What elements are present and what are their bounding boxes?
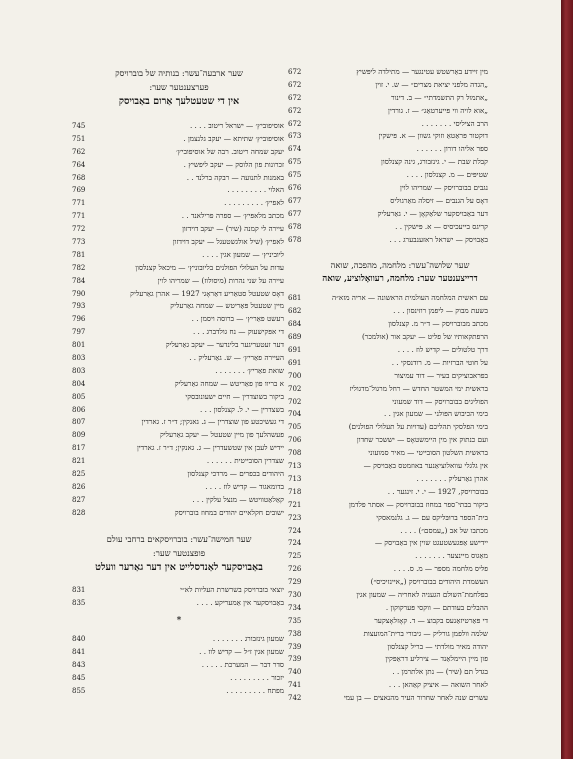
toc-list [290, 66, 510, 246]
section-subtitle: פופצנטער שער: [152, 547, 206, 558]
toc-page-number: 691 [288, 358, 302, 367]
toc-entry-title: באַבויסק — ישראל ראזענבערג . . . [389, 234, 488, 244]
toc-entry-title: מין זיידע באַרשטש עטינגער — מתילדה ליפּשיץ [356, 67, 488, 76]
toc-page-number: 704 [288, 410, 302, 419]
toc-entry [74, 659, 284, 672]
section-subtitle: דרייצענטער שער: מלחמה, רעוואָלוציע, שואה [322, 274, 478, 285]
toc-entry-title: העיירה פאַריץ׳ — ש. גאַרעליק . . [189, 353, 284, 363]
toc-page-number: 762 [72, 147, 86, 156]
toc-page-number: 817 [72, 444, 86, 453]
toc-page-number: 672 [288, 93, 302, 102]
toc-entry [74, 288, 284, 301]
toc-entry [290, 525, 510, 538]
toc-page-number: 734 [288, 603, 302, 612]
toc-entry-title: באַבויסקער אין אַמעריקע . . . . [196, 597, 284, 607]
toc-entry [290, 628, 510, 641]
toc-entry [290, 182, 510, 195]
toc-entry-title: „אוא לויה ווי פּייערטאַג״ — ז. גורדין [388, 105, 488, 115]
toc-page-number: 843 [72, 661, 86, 670]
toc-entry-title: בדומאגוד — קדיש לוז . . . . [205, 481, 284, 491]
toc-entry [290, 357, 510, 370]
toc-entry-title: בימי הכיבוש הפּולני — שמעון אגין . . [384, 409, 488, 419]
toc-page-number: 771 [72, 212, 86, 221]
toc-page-number: 721 [288, 500, 302, 509]
toc-entry [74, 223, 284, 236]
toc-page-number: 790 [72, 289, 86, 298]
toc-page-number: 740 [288, 668, 302, 677]
toc-page-number: 845 [72, 674, 86, 683]
toc-entry [290, 653, 510, 666]
toc-page-number: 821 [72, 457, 86, 466]
toc-entry [74, 481, 284, 494]
toc-entry [290, 447, 510, 460]
toc-page-number: 772 [72, 225, 86, 234]
toc-page-number: 713 [288, 474, 302, 483]
toc-entry [290, 563, 510, 576]
toc-entry [74, 597, 284, 610]
toc-entry-title: היהודים בכפרים — מרדכי קצנלסון [187, 469, 284, 479]
toc-entry-title: סדר דבר — המערכת . . . . . [201, 660, 284, 670]
toc-entry-title: ועם כנתוק אין מין היימשטאָס — יששכר שחדון [356, 435, 488, 445]
toc-entry [74, 146, 284, 159]
toc-page-number: 742 [288, 694, 302, 703]
toc-entry-title: ספר אליהו דורון . . . . . . [416, 144, 488, 154]
toc-entry-title: לאפיץ׳ . . . . . . . . . [224, 198, 284, 208]
toc-entry [290, 143, 510, 156]
toc-page-number: 825 [72, 470, 86, 479]
toc-entry-title: בשעת מבוק — ליפמן רוזינסון . . . [393, 306, 488, 316]
toc-page-number: 764 [72, 160, 86, 169]
toc-entry-title: בגדל תם (שיר) — נתן אלתרמן . . [392, 667, 488, 677]
toc-list [74, 584, 284, 610]
toc-page-number: 672 [288, 68, 302, 76]
toc-entry-title: מכתבו של אב („עמסם״) . . . . [400, 525, 488, 535]
toc-entry-title: שמעון אגין ז״ל — קדיש לוז . . [199, 647, 284, 657]
toc-entry [290, 370, 510, 383]
toc-entry [290, 615, 510, 628]
toc-entry [74, 416, 284, 429]
toc-entry-title: קבלת שבת — י. גינזבורג, גינה קצנלסון [381, 157, 488, 167]
book-binding [561, 0, 573, 759]
toc-entry-title: שצדרין הסובייטית . . . . . . [206, 456, 284, 466]
toc-entry [74, 159, 284, 172]
toc-page-number: 677 [288, 196, 302, 205]
toc-entry [290, 512, 510, 525]
toc-entry-title: מאַגוס מיינצער . . . . . . . [415, 551, 488, 561]
toc-entry [74, 685, 284, 698]
toc-entry-title: אוסיפוביץ׳ שתיתא — יעקב גלנצמן . [183, 133, 284, 143]
toc-entry [74, 442, 284, 455]
toc-entry [74, 429, 284, 442]
toc-entry [74, 391, 284, 404]
toc-entry [290, 92, 510, 105]
toc-entry [290, 344, 510, 357]
toc-page-number: 713 [288, 462, 302, 471]
toc-page-number: 723 [288, 513, 302, 522]
toc-entry [290, 408, 510, 421]
toc-page-number: 828 [72, 508, 86, 517]
toc-page-number: 826 [72, 482, 86, 491]
toc-page-number: 739 [288, 655, 302, 664]
section-heading: אין די שטעטלעך אַרום באַבויסק [118, 96, 240, 107]
toc-entry [290, 331, 510, 344]
toc-entry-title: פון מיין היימלאַנד — צירליע דראַפּקין [385, 654, 488, 664]
toc-page-number: 674 [288, 145, 302, 154]
toc-page-number: 809 [72, 431, 86, 440]
toc-page-number: 769 [72, 186, 86, 195]
toc-page-number: 705 [288, 423, 302, 432]
toc-page-number: 729 [288, 578, 302, 587]
toc-page-number: 751 [72, 134, 86, 143]
toc-entry [290, 460, 510, 473]
toc-entry-title: א בריוו פון פאַריטש — שמחה גאַרעליק [174, 378, 284, 388]
section-title: שער חמישה־עשר: בוברויסקאים ברחבי עולם [106, 533, 252, 544]
toc-entry [290, 118, 510, 131]
toc-entry-title: ההבלים בעודתם — ווקסי פּערקוקון . [385, 602, 488, 612]
toc-entry [74, 120, 284, 133]
toc-entry-title: פליס מלחמה מספר — מ. ס. . . . [393, 564, 488, 574]
toc-entry-title: רעשט פאַריץ׳ — ברוסה ויסמן . . [191, 314, 284, 324]
toc-entry-title: יהודה מאיר מולדתי — בריל קצנלסון [387, 641, 488, 651]
toc-entry-title: „אתמול רק התשמדתי״ — ב. דינור [391, 92, 488, 102]
toc-page-number: 691 [288, 346, 302, 355]
toc-entry-title: „הגדה מלפני יציאת מצרים״ — ש. י. זוין [375, 79, 488, 89]
toc-page-number: 827 [72, 495, 86, 504]
toc-page-number: 768 [72, 173, 86, 182]
toc-page-number: 784 [72, 276, 86, 285]
toc-entry [290, 589, 510, 602]
toc-entry [290, 576, 510, 589]
toc-entry-title: די געשיכטע פון שוצדרין — ג. גאנקין; ד״ר ז. גארדין [141, 417, 284, 427]
toc-entry-title: בראשית ימי המשטר החדש — רחל מרגול־מדגוליז [349, 383, 488, 393]
toc-entry-title: בפראבוציקים בעיר — דוד עמיצור [394, 370, 488, 380]
toc-entry-title: יעקב שמחה ריטוב. רבה של אוסיפוביץ׳ [176, 146, 284, 156]
toc-entry-title: ישובים חקלאיים יהודים במחוז בוברויסק [174, 507, 284, 517]
toc-entry-title: עיירה לי קמנה (שיר) — יעקב דוידזון [182, 224, 284, 234]
toc-entry [290, 169, 510, 182]
toc-entry [290, 156, 510, 169]
toc-page-number: 689 [288, 333, 302, 342]
toc-entry [74, 249, 284, 262]
toc-page-number: 745 [72, 122, 86, 130]
toc-entry-title: ביקור בשוצדרין — חיים ישעונובסקי [185, 391, 284, 401]
toc-entry [290, 221, 510, 234]
toc-page-number: 807 [72, 418, 86, 427]
toc-entry-title: קאַלאַטוויטש — מנצל עלקין . . . [192, 494, 284, 504]
toc-page-number: 684 [288, 320, 302, 329]
toc-entry-title: זכרונות פון הלוסק — יעקב ליפשיץ . [183, 159, 284, 169]
toc-entry [290, 602, 510, 615]
toc-entry [74, 197, 284, 210]
toc-entry [74, 468, 284, 481]
toc-page-number: 801 [72, 341, 86, 350]
toc-page-number: 706 [288, 436, 302, 445]
toc-entry [74, 633, 284, 646]
toc-entry-title: לאחר השואה — איציק קאַהאן . . . [388, 680, 488, 690]
toc-page-number: 840 [72, 635, 86, 644]
toc-entry [74, 584, 284, 597]
toc-entry-title: שטיפּים — מ. קצנלסון . . . . [406, 170, 488, 180]
toc-right-column [290, 66, 510, 705]
toc-page-number: 682 [288, 307, 302, 316]
toc-page-number: 708 [288, 449, 302, 458]
toc-page-number: 724 [288, 539, 302, 548]
toc-entry-title: בימי הפלסקי תהליכם (עדויות על תעלולי הפולנים) [348, 422, 488, 432]
toc-page-number: 805 [72, 392, 86, 401]
toc-entry-title: מיין שטעטל פּאַריטש — שמחה גאַרעליק [170, 301, 284, 311]
toc-entry [290, 208, 510, 221]
toc-entry [290, 434, 510, 447]
toc-entry [290, 679, 510, 692]
toc-entry-title: יזכור . . . . . . . . . [230, 673, 284, 683]
toc-entry-title: מכתב מלאפּיץ׳ — ספרה פרילאנד . . [181, 211, 284, 221]
toc-list [74, 120, 284, 520]
toc-page-number: 782 [72, 263, 86, 272]
toc-page-number: 738 [288, 629, 302, 638]
toc-entry-title: דאָס שטעטל סטאַריע דאַראָגי 1927 — אהרן גאַרעליק [130, 288, 284, 298]
toc-page-number: 678 [288, 222, 302, 231]
toc-page-number: 773 [72, 238, 86, 247]
toc-entry-title: העשמדת היהודים בבוברויסק („איינזיכיס״) [370, 577, 488, 587]
toc-entry [74, 172, 284, 185]
toc-entry-title: שלמה וולפמן גורליק — גיבורי ברית־המועצות [363, 628, 488, 638]
toc-entry-title: אוסיפוביץ׳ — ישראל ריטוב . . . . [189, 121, 284, 130]
toc-entry [290, 641, 510, 654]
toc-entry [74, 352, 284, 365]
toc-entry [290, 79, 510, 92]
toc-entry-title: עדות על העלולי הפולנים בליובוניץ׳ — מיכאל קצנלסון [135, 262, 284, 272]
toc-entry [290, 383, 510, 396]
toc-entry-title: הפוליגים בבוברויסק — דוד שמעוני [392, 396, 488, 406]
toc-entry [290, 105, 510, 118]
toc-entry-title: עם ראשית המלחמה העולמית הראשונה — אריה מזא״ה [332, 293, 488, 303]
toc-page-number: 700 [288, 371, 302, 380]
toc-entry-title: בבוברויסק, 1927 — י. י. זינגער . . [387, 486, 488, 496]
toc-entry-title: די פּאַרטיזאַנעס בקבוצ — ד. קאָזלאָצקער [374, 615, 488, 625]
toc-page-number: 675 [288, 171, 302, 180]
toc-entry-title: שואת פאַריץ׳ . . . . . . . [215, 365, 284, 375]
toc-page-number: 804 [72, 379, 86, 388]
toc-entry [74, 300, 284, 313]
toc-page-number: 681 [288, 294, 302, 303]
toc-entry [290, 396, 510, 409]
toc-entry-title: האלוי . . . . . . . . . [227, 185, 284, 195]
toc-entry [74, 365, 284, 378]
toc-entry-title: בית־הספר ברוּבּליקס עם — ג. גלנמאסקי [376, 512, 488, 522]
toc-entry [290, 305, 510, 318]
toc-entry [290, 292, 510, 305]
toc-page-number: 835 [72, 598, 86, 607]
toc-page-number: 806 [72, 405, 86, 414]
toc-entry-title: יידיש לעבן אין שטשעדרין — ג. גאנקין; ד״ר ז. גארדין [136, 443, 284, 453]
section-title: שער שלושה־עשר: מלחמה, מהפכה, שואה [330, 260, 470, 271]
toc-entry-title: מפתח . . . . . . . . . [226, 685, 284, 695]
toc-entry [74, 326, 284, 339]
toc-page-number: 676 [288, 184, 302, 193]
toc-page-number: 841 [72, 648, 86, 657]
toc-entry-title: ביקור בבתי־ספר במחוז בבוברויסק — אסתר פלדמן [348, 499, 488, 509]
toc-entry-title: דער זעטעריגער בלינדער — יעקב גאַרעליק [165, 340, 284, 350]
toc-page-number: 741 [288, 681, 302, 690]
toc-entry [74, 210, 284, 223]
toc-page-number: 725 [288, 552, 302, 561]
toc-page-number: 831 [72, 585, 86, 594]
toc-page-number: 718 [288, 487, 302, 496]
toc-entry-title: פעשהלעך פון מיין שטעטל — יעקב גאַרעליק [159, 430, 284, 440]
toc-entry [290, 537, 510, 550]
toc-page-number: 677 [288, 209, 302, 218]
toc-entry-title: אהרן גאַרעליק . . . . . . . [416, 473, 488, 483]
toc-entry-title: שמעון גינזבורג . . . . . . . [212, 634, 284, 644]
toc-page-number: 678 [288, 235, 302, 244]
toc-entry [74, 339, 284, 352]
toc-entry-title: דוקטור פּראַטאַ וזוקי גשוון — א. פּישקין [378, 131, 488, 141]
toc-entry [74, 646, 284, 659]
toc-entry [74, 455, 284, 468]
toc-entry [290, 318, 510, 331]
toc-page-number: 726 [288, 565, 302, 574]
toc-entry-title: לאפיץ׳ (שיל אולגשטעגל — יעקב דוידזון [172, 237, 284, 247]
toc-entry [74, 275, 284, 288]
separator-star: * [176, 616, 182, 627]
toc-page-number: 672 [288, 119, 302, 128]
toc-list [74, 633, 284, 697]
toc-page-number: 672 [288, 80, 302, 89]
toc-entry-title: יוצאי בוברויסק בשרשרת העליות לא״י [180, 584, 284, 594]
toc-entry-title: מכתב מבוברויסק — ד״ר מ. קצנלסון [388, 319, 488, 329]
section-subtitle: פערצענטער שער: [149, 82, 209, 92]
toc-page-number: 771 [72, 199, 86, 208]
toc-entry-title: יידישע אַפּגעשטעגט שוין אין באַבויסק — [374, 538, 488, 548]
toc-entry-title: דאָס על הגנבים — זיסלה מאַרגוליס [390, 195, 488, 205]
toc-entry [290, 499, 510, 512]
toc-page-number: 781 [72, 250, 86, 259]
toc-entry [290, 486, 510, 499]
toc-entry [290, 473, 510, 486]
toc-entry-title: קריגס בייעכיסיס — א. פּישקין . . [395, 221, 488, 231]
toc-entry-title: אין גלגלי עוואלוציאַנער באוזמטס באַבויסק — [363, 461, 488, 471]
toc-page-number: 673 [288, 132, 302, 141]
toc-entry-title: עיירה על שני נהרות (מיסולוז) — שמריהו לוין [157, 275, 284, 285]
toc-page-number: 675 [288, 158, 302, 167]
toc-entry [74, 494, 284, 507]
toc-list [290, 292, 510, 705]
toc-page-number: 702 [288, 397, 302, 406]
toc-entry-title: על חוטי הברזיות — מ. רודנסקי . . [391, 357, 488, 367]
toc-page-number: 735 [288, 616, 302, 625]
toc-entry-title: הרב הציליסי . . . . . . . [421, 118, 488, 128]
toc-page-number: 730 [288, 590, 302, 599]
toc-entry [290, 421, 510, 434]
toc-page-number: 803 [72, 366, 86, 375]
toc-entry-title: בשצדרין — י. ל. קצנלסון . . . [200, 404, 284, 414]
section-heading: באַבויסקער לאַנדסלייט אין דער גאַרער וועלט [95, 561, 263, 573]
toc-page-number: 855 [72, 686, 86, 695]
toc-entry-title: דרך טלטולים — קדיש לוז . . . . [397, 345, 488, 355]
toc-entry [74, 262, 284, 275]
toc-entry [74, 378, 284, 391]
toc-entry [74, 184, 284, 197]
toc-page-number: 796 [72, 315, 86, 324]
toc-entry [74, 133, 284, 146]
toc-entry [74, 404, 284, 417]
toc-entry [290, 666, 510, 679]
toc-entry [290, 234, 510, 247]
toc-entry [74, 672, 284, 685]
toc-page-number: 739 [288, 642, 302, 651]
toc-entry [74, 236, 284, 249]
toc-entry-title: די אפּקישעוק — נח גולדברג . . . [192, 327, 284, 337]
toc-entry-title: דער באַבויסקער שלאַקאָן — י. גאַרעליק [377, 208, 488, 218]
toc-entry [290, 66, 510, 79]
toc-entry-title: עשרים שנה לאחר שחרור העיר מהנאצים — בן עמי [343, 693, 488, 703]
toc-page-number: 724 [288, 526, 302, 535]
toc-entry-title: ליוביניץ׳ — שמעון אגין . . . . [202, 249, 284, 259]
toc-entry-title: באמנות לתנועה — רבקה ברלנד . . [186, 172, 284, 182]
toc-entry [74, 313, 284, 326]
toc-entry-title: בראשית השלטון הסובייטי — מאיר סמועוני [368, 448, 488, 458]
toc-entry-title: נגבים בבוברויסק — שמריהו לוין [400, 183, 488, 193]
toc-page-number: 672 [288, 106, 302, 115]
toc-entry-title: הרפתקאותיו של פליט — יעקב אור (אולמכר) [362, 332, 488, 342]
toc-entry [290, 550, 510, 563]
toc-entry [74, 507, 284, 520]
toc-page-number: 702 [288, 384, 302, 393]
toc-page-number: 797 [72, 328, 86, 337]
section-title: שער ארבעה־עשר: בנותיה של בוברויסק [115, 68, 243, 78]
toc-entry-title: בפלחמת־השולם הגעניה לאחריה — שמעון אגין [356, 589, 488, 599]
toc-entry [290, 692, 510, 705]
toc-entry [290, 195, 510, 208]
toc-left-column [74, 66, 284, 698]
toc-page-number: 803 [72, 354, 86, 363]
toc-page-number: 793 [72, 302, 86, 311]
toc-entry [290, 130, 510, 143]
